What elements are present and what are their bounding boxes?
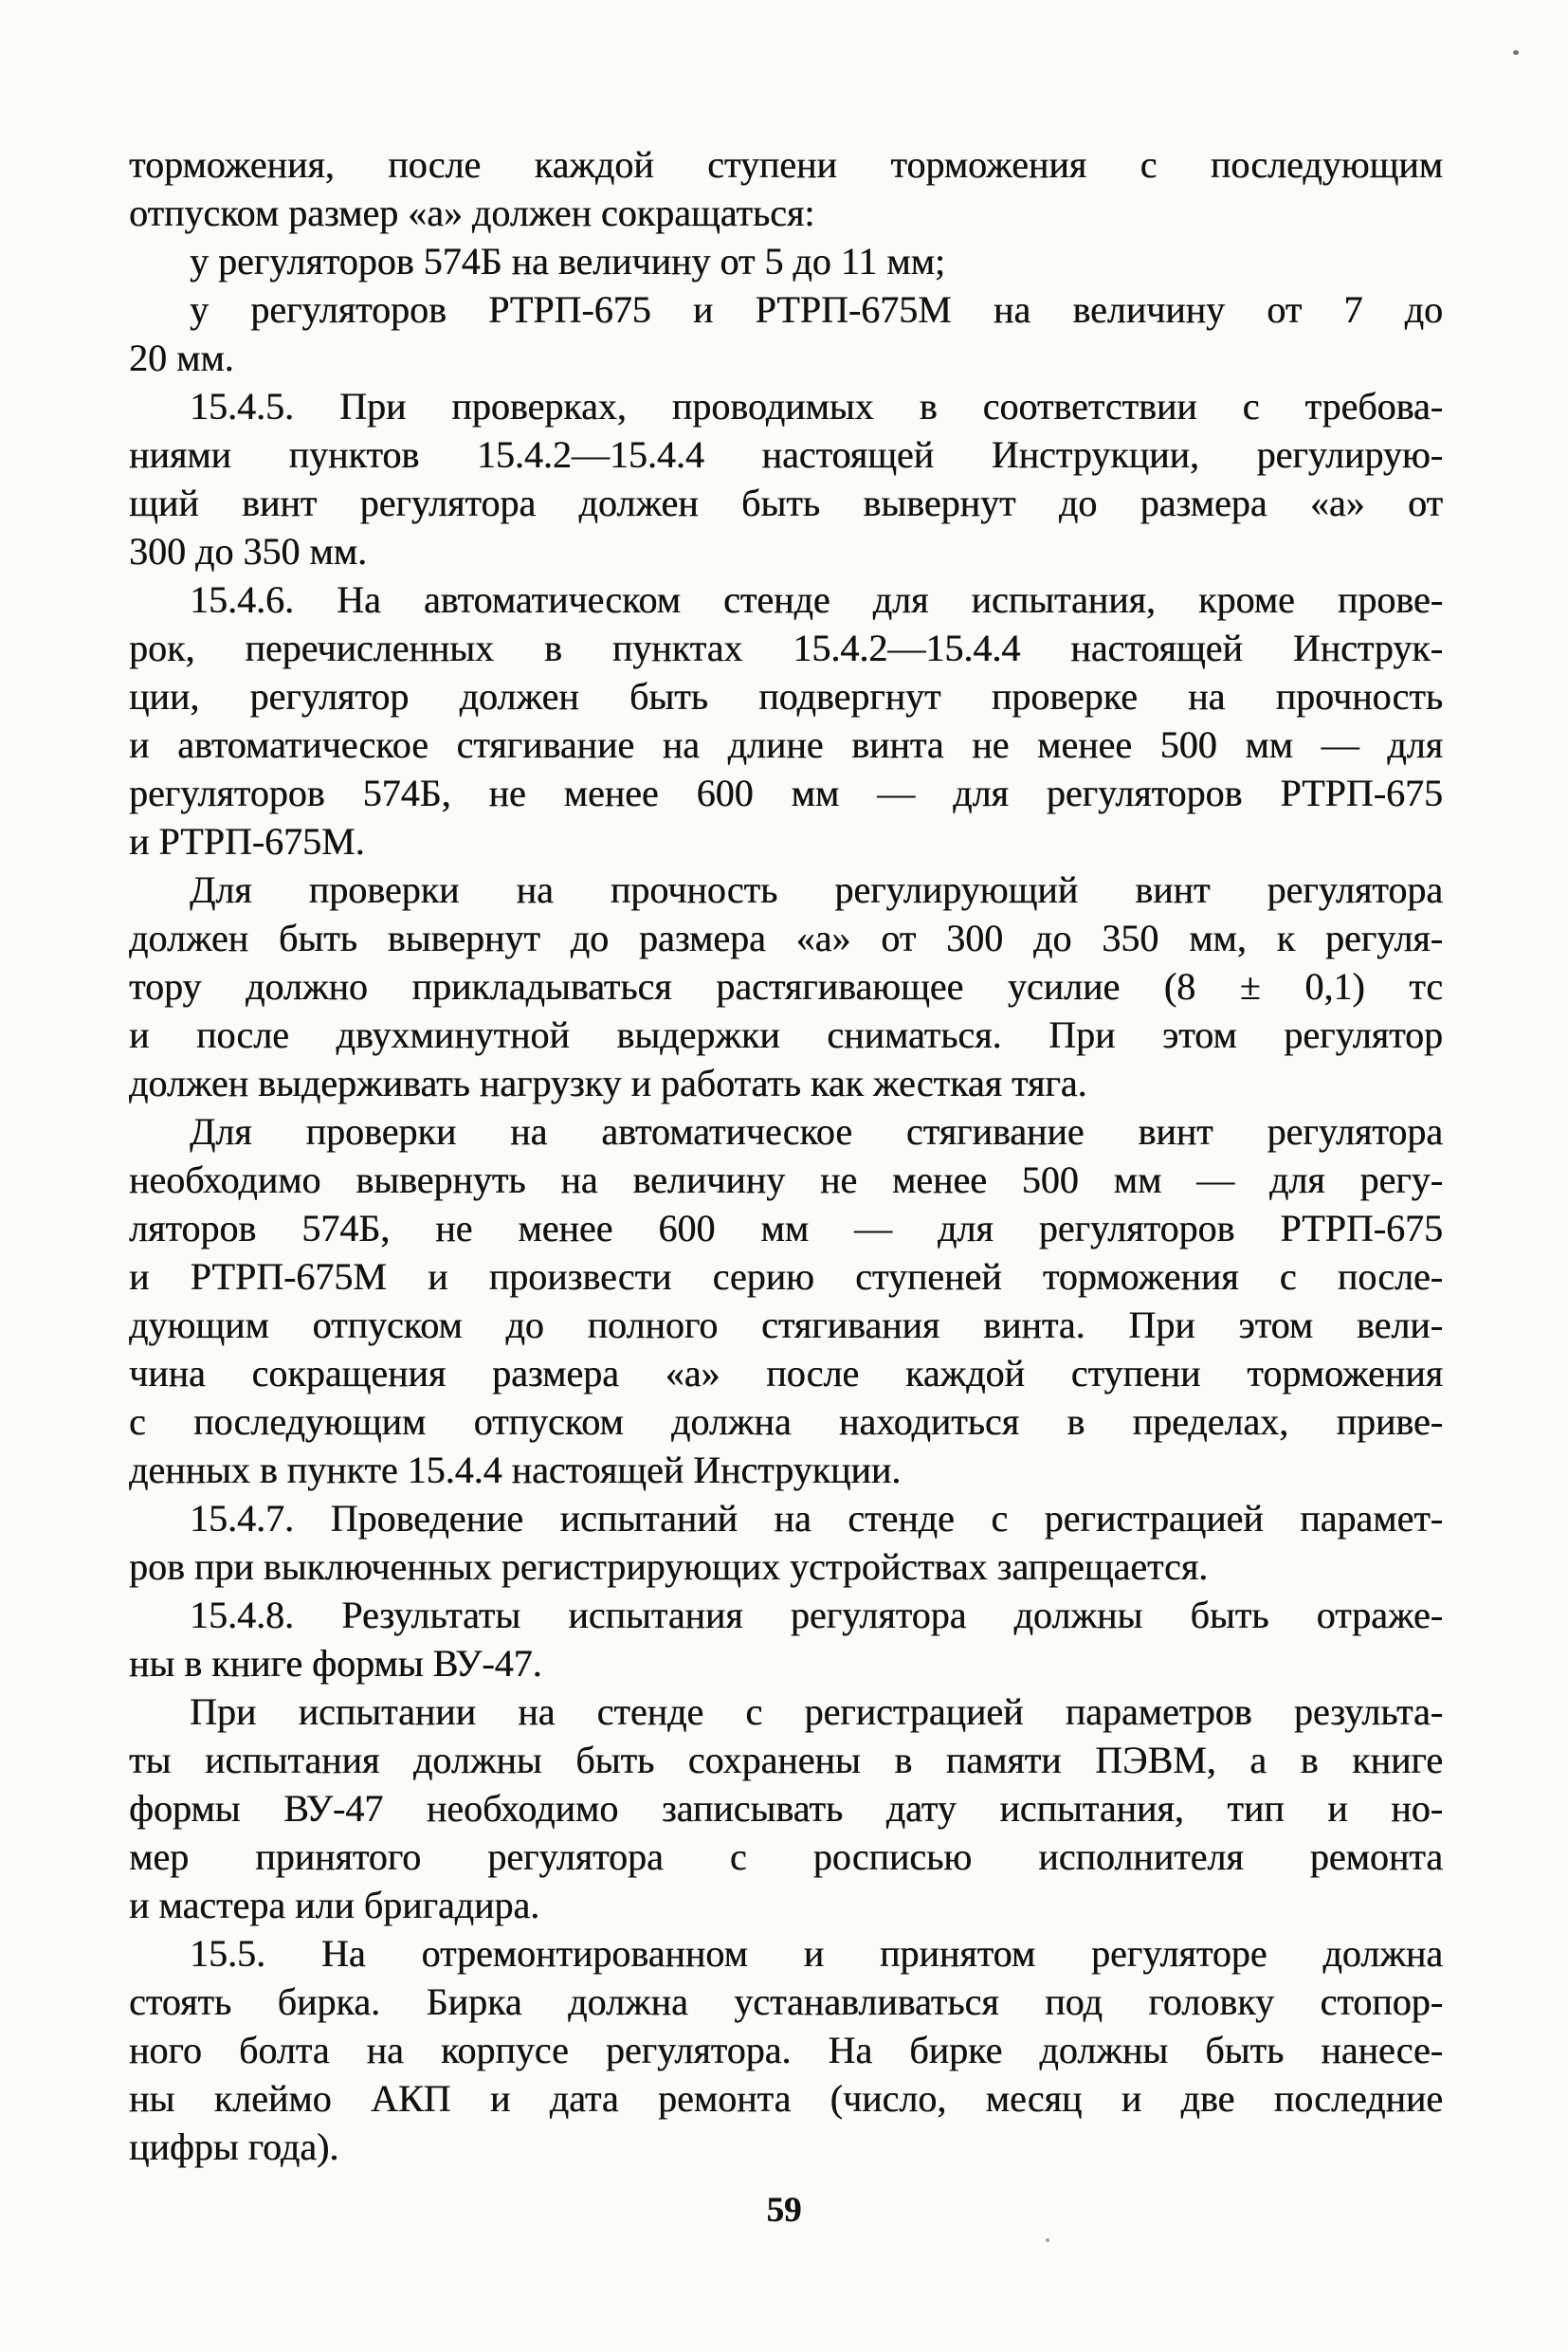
text-line: и автоматическое стягивание на длине винта не менее 500 мм — для	[129, 723, 1443, 766]
text-block	[129, 140, 1443, 2171]
text-line: мер принятого регулятора с росписью исполнителя ремонта	[129, 1835, 1443, 1878]
text-line: у регуляторов РТРП-675 и РТРП-675М на величину от 7 до	[190, 288, 1443, 331]
text-line: регуляторов 574Б, не менее 600 мм — для регуляторов РТРП-675	[129, 772, 1443, 814]
text-line: ного болта на корпусе регулятора. На бирке должны быть нанесе-	[129, 2029, 1443, 2071]
text-line: 15.4.5. При проверках, проводимых в соответствии с требова-	[190, 385, 1443, 428]
text-line: щий винт регулятора должен быть вывернут до размера «а» от	[129, 482, 1443, 524]
text-line: рок, перечисленных в пунктах 15.4.2—15.4.4 настоящей Инструк-	[129, 627, 1443, 669]
text-line: ны клеймо АКП и дата ремонта (число, месяц и две последние	[129, 2077, 1443, 2120]
text-line: При испытании на стенде с регистрацией параметров результа-	[190, 1690, 1443, 1733]
text-line: должен выдерживать нагрузку и работать как жесткая тяга.	[129, 1062, 1087, 1104]
text-line: должен быть вывернут до размера «а» от 300 до 350 мм, к регуля-	[129, 917, 1443, 959]
text-line: ны в книге формы ВУ-47.	[129, 1642, 542, 1685]
text-line: тору должно прикладываться растягивающее усилие (8 ± 0,1) тс	[129, 965, 1443, 1008]
text-line: формы ВУ-47 необходимо записывать дату испытания, тип и но-	[129, 1787, 1443, 1830]
text-line: отпуском размер «а» должен сокращаться:	[129, 191, 815, 234]
text-line: ции, регулятор должен быть подвергнут проверке на прочность	[129, 675, 1443, 718]
text-line: дующим отпуском до полного стягивания винта. При этом вели-	[129, 1304, 1443, 1346]
text-line: с последующим отпуском должна находиться в пределах, приве-	[129, 1400, 1443, 1443]
text-line: необходимо вывернуть на величину не менее 500 мм — для регу-	[129, 1158, 1443, 1201]
text-line: и мастера или бригадира.	[129, 1884, 540, 1926]
text-line: торможения, после каждой ступени торможения с последующим	[129, 143, 1443, 186]
text-line: 15.4.8. Результаты испытания регулятора должны быть отраже-	[190, 1594, 1443, 1636]
page-number: 59	[766, 2191, 802, 2230]
text-line: цифры года).	[129, 2125, 339, 2168]
text-line: 15.4.7. Проведение испытаний на стенде с регистрацией парамет-	[190, 1497, 1443, 1540]
text-line: и после двухминутной выдержки сниматься. При этом регулятор	[129, 1013, 1443, 1056]
text-line: 300 до 350 мм.	[129, 530, 367, 573]
text-line: и РТРП-675М и произвести серию ступеней торможения с после-	[129, 1255, 1443, 1298]
text-line: стоять бирка. Бирка должна устанавливаться под головку стопор-	[129, 1980, 1443, 2023]
text-line: ты испытания должны быть сохранены в памяти ПЭВМ, а в книге	[129, 1739, 1443, 1781]
text-line: ров при выключенных регистрирующих устройствах запрещается.	[129, 1545, 1209, 1588]
scan-speck	[1046, 2238, 1049, 2242]
text-line: ниями пунктов 15.4.2—15.4.4 настоящей Инструкции, регулирую-	[129, 433, 1443, 476]
text-line: 15.5. На отремонтированном и принятом регуляторе должна	[190, 1932, 1443, 1975]
text-line: 15.4.6. На автоматическом стенде для испытания, кроме прове-	[190, 578, 1443, 621]
text-line: Для проверки на прочность регулирующий винт регулятора	[190, 868, 1443, 911]
text-line: денных в пункте 15.4.4 настоящей Инструкции.	[129, 1449, 902, 1491]
text-line: Для проверки на автоматическое стягивание винт регулятора	[190, 1110, 1443, 1153]
text-line: 20 мм.	[129, 337, 234, 379]
text-line: и РТРП-675М.	[129, 820, 365, 863]
text-line: чина сокращения размера «а» после каждой ступени торможения	[129, 1352, 1443, 1395]
text-line: ляторов 574Б, не менее 600 мм — для регуляторов РТРП-675	[129, 1207, 1443, 1249]
scan-speck	[1513, 50, 1519, 55]
text-line: у регуляторов 574Б на величину от 5 до 11 мм;	[190, 240, 945, 283]
